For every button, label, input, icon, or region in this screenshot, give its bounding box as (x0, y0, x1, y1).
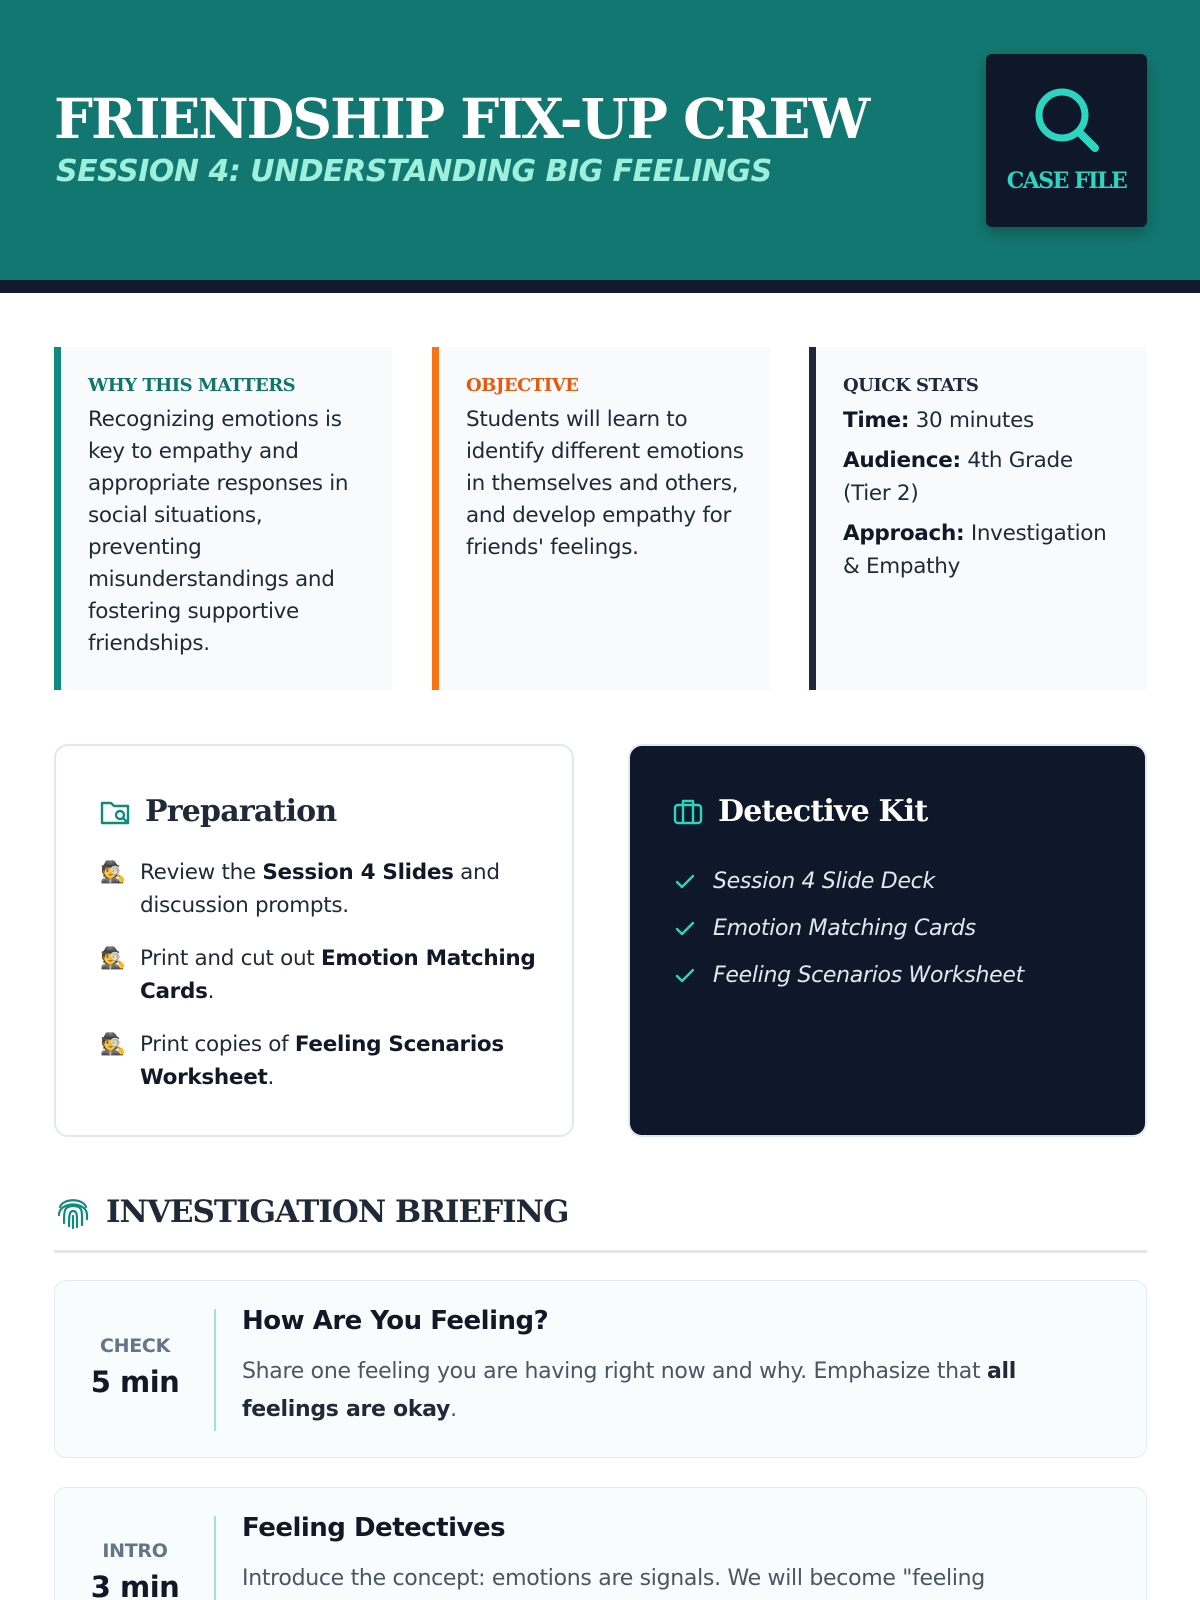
search-icon (1031, 84, 1103, 156)
prep-text-bold: Emotion Matching Cards (140, 946, 536, 1004)
stat-audience-label: Audience: (843, 448, 961, 473)
quick-stats-card (809, 347, 1147, 690)
why-text: Recognizing emotions is key to empathy and appropriate responses in social situations, preventing misunderstandings and fostering supportive friendships. (88, 407, 349, 656)
detective-kit-panel (628, 744, 1147, 1137)
page-title: FRIENDSHIP FIX-UP CREW (54, 86, 869, 151)
page-subtitle: SESSION 4: UNDERSTANDING BIG FEELINGS (56, 154, 772, 189)
page-header (0, 0, 1200, 280)
detective-kit-title: Detective Kit (718, 794, 928, 829)
prep-text-before: Print copies of (140, 1032, 295, 1057)
why-label: WHY THIS MATTERS (88, 375, 296, 396)
briefing-header (54, 1193, 568, 1231)
list-item (673, 952, 1024, 999)
prep-text-before: Print and cut out (140, 946, 321, 971)
prep-text-bold: Session 4 Slides (262, 860, 454, 885)
list-item (100, 856, 540, 922)
kit-item-text: Session 4 Slide Deck (713, 869, 935, 894)
header-divider (0, 280, 1200, 293)
folder-search-icon (99, 796, 131, 828)
objective-text: Students will learn to identify different emotions in themselves and others, and develop empathy for friends' feelings. (466, 407, 744, 560)
list-item (673, 858, 1024, 905)
objective-label: OBJECTIVE (466, 375, 579, 396)
list-item (673, 905, 1024, 952)
stat-approach-value: Investigation & Empathy (843, 521, 1107, 579)
why-this-matters-card (54, 347, 392, 690)
list-item (100, 942, 540, 1008)
prep-item-text (140, 856, 540, 922)
kit-item-text: Emotion Matching Cards (713, 916, 976, 941)
step-title: Feeling Detectives (242, 1513, 506, 1543)
briefing-step (54, 1280, 1147, 1458)
stat-approach (843, 517, 1123, 583)
stat-approach-label: Approach: (843, 521, 965, 546)
step-title: How Are You Feeling? (242, 1306, 549, 1336)
stat-time-label: Time: (843, 408, 910, 433)
briefing-step (54, 1487, 1147, 1600)
prep-text-before: Review the (140, 860, 263, 885)
check-icon (673, 964, 697, 988)
step-divider (214, 1516, 216, 1600)
prep-item-text (140, 942, 540, 1008)
step-tag: INTRO (102, 1540, 168, 1562)
step-desc-before: Share one feeling you are having right now and why. Emphasize that (242, 1359, 988, 1384)
briefing-title: INVESTIGATION BRIEFING (106, 1194, 569, 1230)
preparation-title: Preparation (145, 794, 337, 829)
case-file-badge[interactable] (986, 54, 1147, 227)
stat-audience-value: 4th Grade (Tier 2) (843, 448, 1073, 506)
list-item (100, 1028, 540, 1094)
briefcase-icon (672, 796, 704, 828)
detective-icon: 🕵️ (100, 946, 126, 970)
step-description (242, 1353, 1102, 1429)
step-tag: CHECK (100, 1335, 170, 1357)
prep-text-after: . (267, 1065, 275, 1090)
preparation-header (99, 794, 336, 829)
step-time: 5 min (90, 1365, 180, 1399)
case-file-label: CASE FILE (1006, 168, 1127, 194)
kit-item-text: Feeling Scenarios Worksheet (713, 963, 1024, 988)
step-divider (214, 1309, 216, 1431)
step-desc-before: Introduce the concept: emotions are signals. We will become "feeling (242, 1566, 985, 1591)
step-desc-after: . (450, 1397, 457, 1422)
step-time: 3 min (90, 1570, 180, 1600)
step-description (242, 1560, 1102, 1598)
step-desc-bold: all feelings are okay (242, 1359, 1017, 1422)
detective-kit-list (673, 858, 1024, 999)
fingerprint-icon (54, 1193, 92, 1231)
detective-kit-header (672, 794, 927, 829)
stat-audience (843, 444, 1123, 510)
prep-text-after: . (207, 979, 215, 1004)
check-icon (673, 917, 697, 941)
stat-time (843, 404, 1123, 437)
preparation-list (100, 856, 540, 1114)
prep-text-bold: Feeling Scenarios Worksheet (140, 1032, 504, 1090)
stat-time-value: 30 minutes (915, 408, 1034, 433)
detective-icon: 🕵️ (100, 860, 126, 884)
preparation-panel (54, 744, 574, 1137)
check-icon (673, 870, 697, 894)
prep-text-after: and discussion prompts. (140, 860, 500, 918)
briefing-divider (54, 1250, 1147, 1253)
quick-stats-label: QUICK STATS (843, 375, 979, 396)
prep-item-text (140, 1028, 540, 1094)
detective-icon: 🕵️ (100, 1032, 126, 1056)
objective-card (432, 347, 770, 690)
